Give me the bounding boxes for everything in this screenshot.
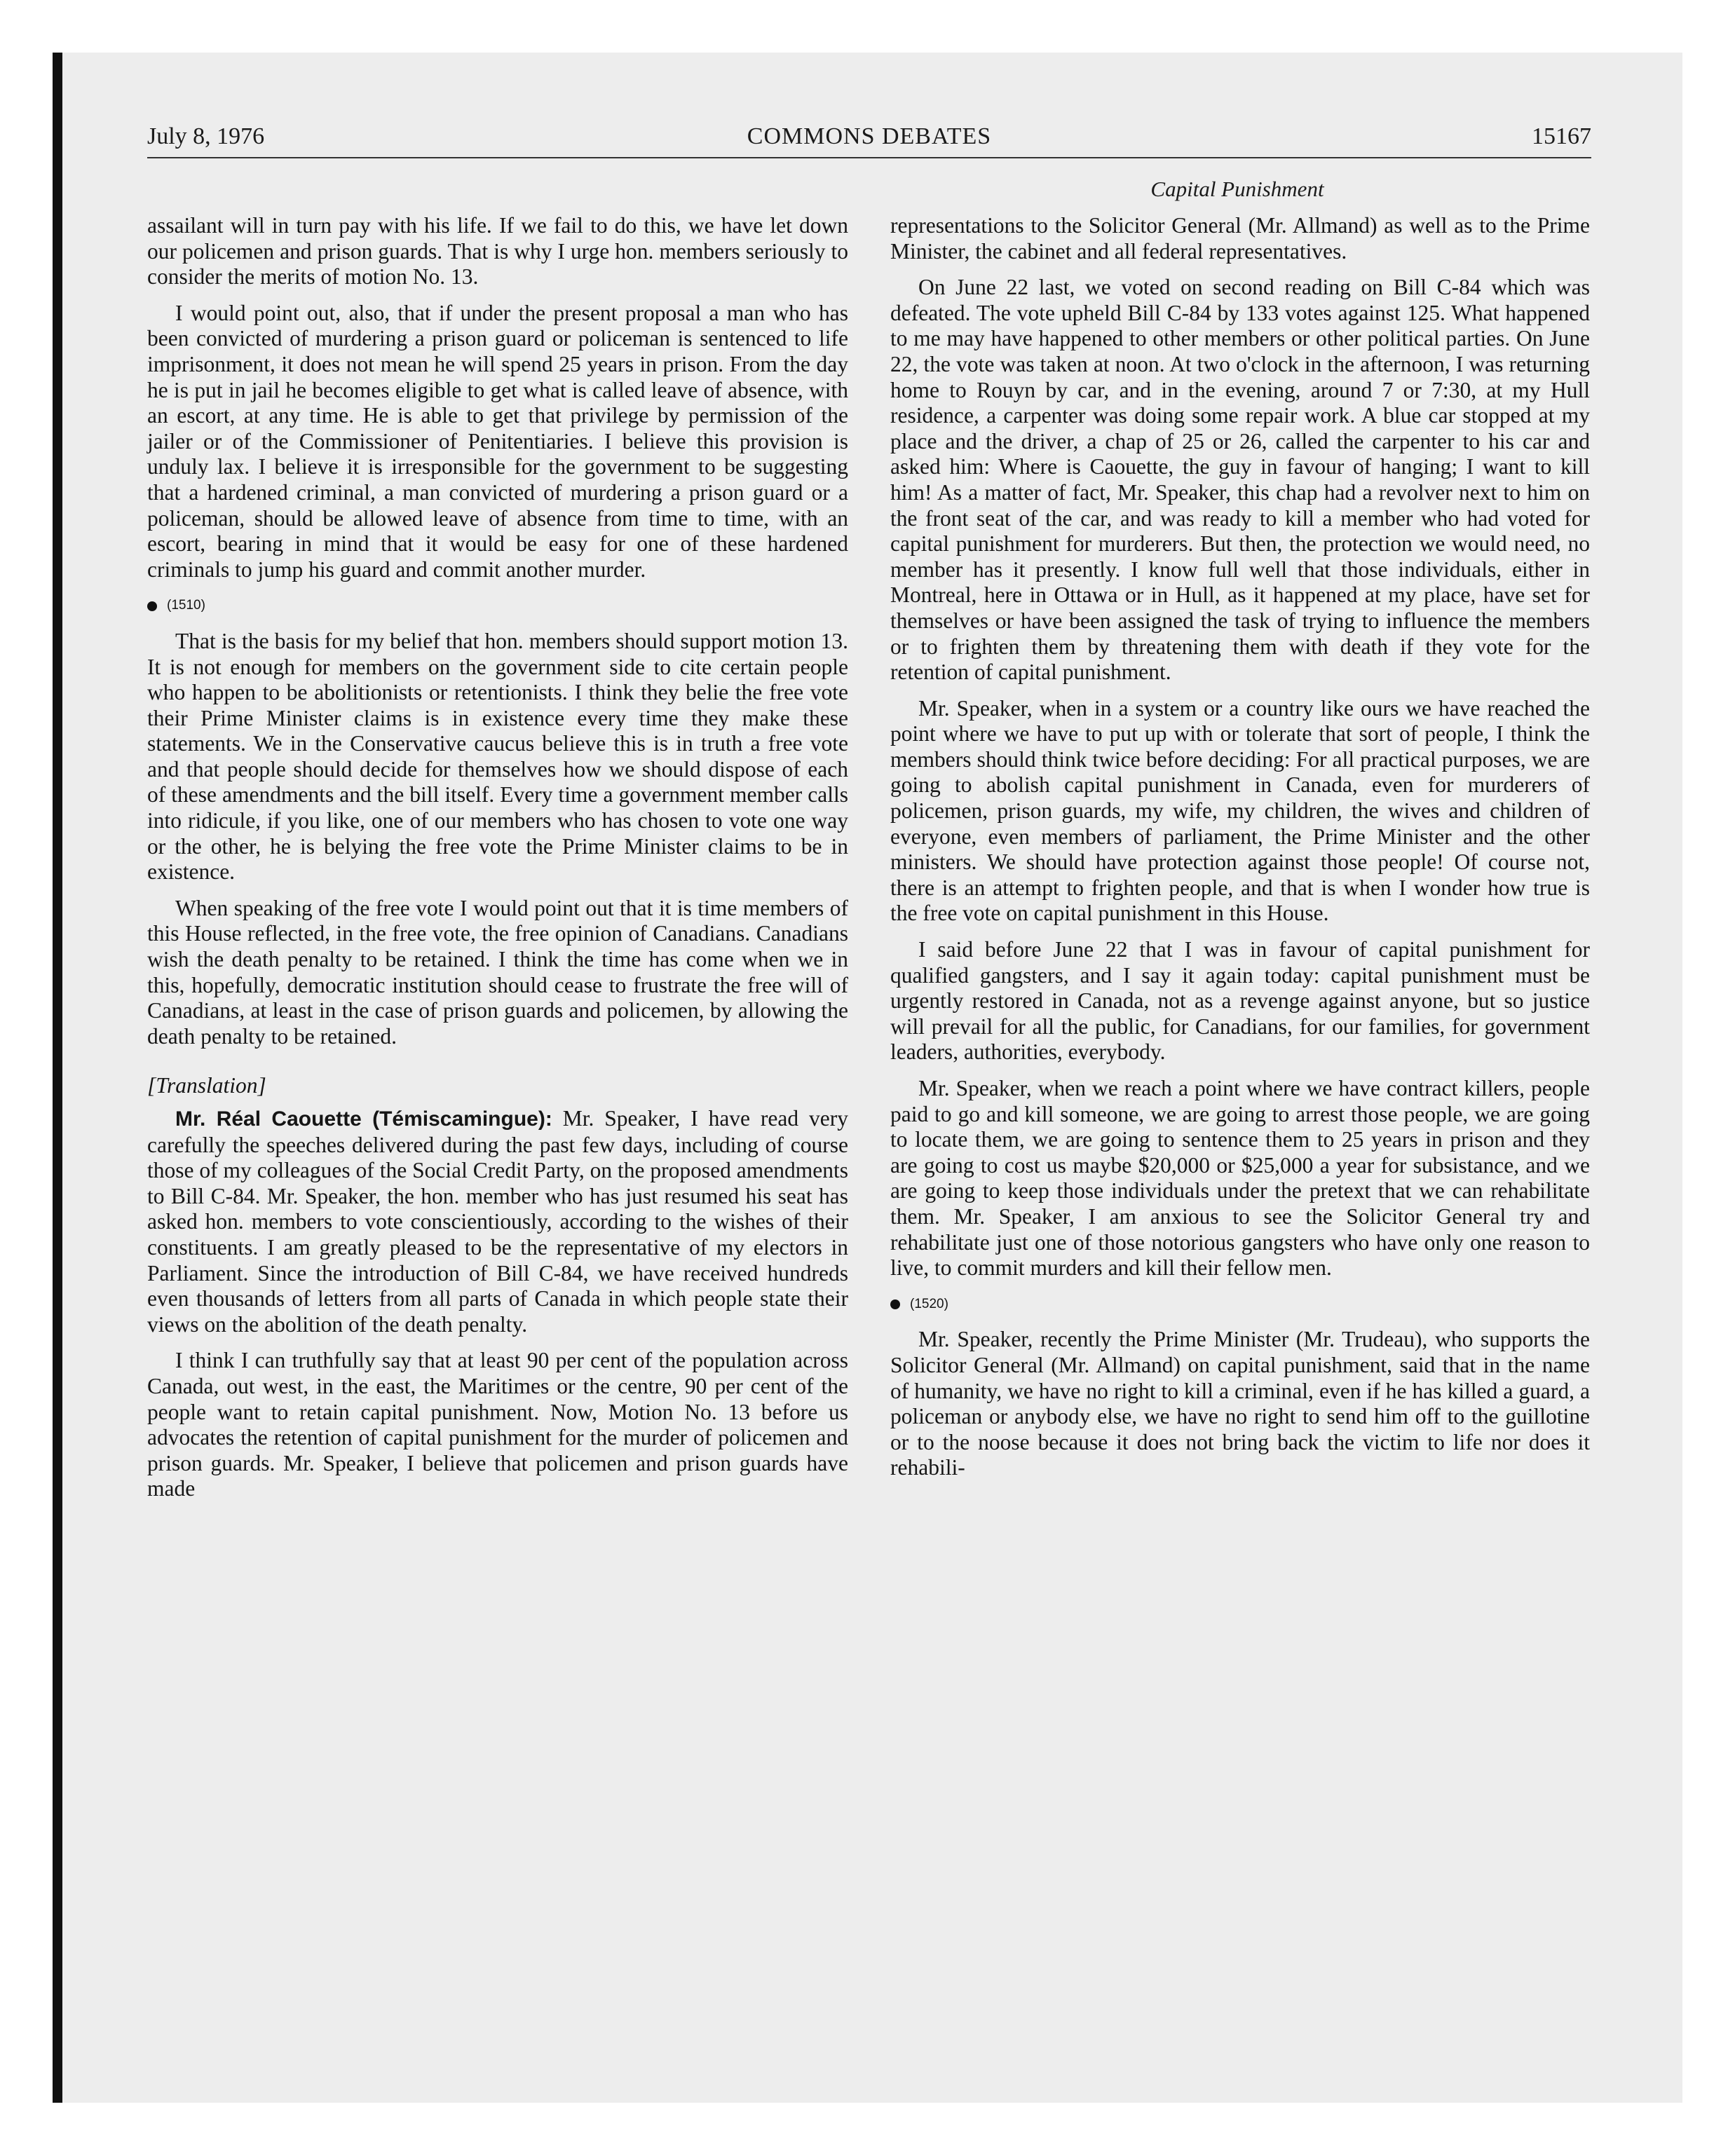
left-column — [147, 213, 848, 1513]
speaker-name: Mr. Réal Caouette (Témiscamingue): — [175, 1107, 552, 1131]
paragraph: When speaking of the free vote I would point out that it is time members of this House reflected, in the free vote, the free opinion of Canadians. Canadians wish the death penalty to be retained. I think the time has come when we in this, hopefully, democratic institution should cease to frustrate the free will of Canadians, at least in the case of prison guards and policemen, by allowing the death penalty to be retained. — [147, 895, 848, 1049]
time-marker-label: (1510) — [167, 598, 205, 613]
speech-text: Mr. Speaker, I have read very carefully the speeches delivered during the past few days, including of course those of my colleagues of the Social Credit Party, on the proposed amendments to Bill C-84. Mr. Speaker, the hon. member who has just resumed his seat has asked hon. members to vote conscientiously, according to the wishes of their constituents. I am greatly pleased to be the representative of my electors in Parliament. Since the introduction of Bill C-84, we have received hundreds even thousands of letters from all parts of Canada in which people state their views on the abolition of the death penalty. — [147, 1106, 848, 1337]
paragraph: representations to the Solicitor General (Mr. Allmand) as well as to the Prime Minister, the cabinet and all federal representatives. — [890, 213, 1590, 264]
time-marker — [890, 1292, 1590, 1318]
paragraph: Mr. Speaker, recently the Prime Minister (Mr. Trudeau), who supports the Solicitor General (Mr. Allmand) on capital punishment, said that in the name of humanity, we have no right to kill a criminal, even if he has killed a guard, a policeman or anybody else, we have no right to send him off to the guillotine or to the noose because it does not bring back the victim to life nor does it rehabili- — [890, 1327, 1590, 1480]
header-page-number: 15167 — [1532, 123, 1591, 149]
bullet-icon — [890, 1299, 900, 1309]
header-title: COMMONS DEBATES — [747, 123, 992, 149]
page-binding-edge — [53, 53, 62, 2103]
bullet-icon — [147, 601, 157, 611]
header-date: July 8, 1976 — [147, 123, 265, 149]
paragraph: I said before June 22 that I was in favour of capital punishment for qualified gangsters, and I say it again today: capital punishment must be urgently restored in Canada, not as a revenge against anyone, but so justice will prevail for all the public, for Canadians, for our families, for government leaders, authorities, everybody. — [890, 937, 1590, 1065]
translation-label: [Translation] — [147, 1073, 266, 1098]
paragraph: On June 22 last, we voted on second reading on Bill C-84 which was defeated. The vote upheld Bill C-84 by 133 votes against 125. What happened to me may have happened to other members or other political parties. On June 22, the vote was taken at noon. At two o'clock in the afternoon, I was returning home to Rouyn by car, and in the evening, around 7 or 7:30, at my Hull residence, a carpenter was doing some repair work. A blue car stopped at my place and the driver, a chap of 25 or 26, called the carpenter to his car and asked him: Where is Caouette, the guy in favour of hanging; I want to kill him! As a matter of fact, Mr. Speaker, this chap had a revolver next to him on the front seat of the car, and was ready to kill a member who had voted for capital punishment for murderers. But then, the protection we would need, no member has it presently. I know full well that those individuals, either in Montreal, here in Ottawa or in Hull, as it happened at my place, have set for themselves or have been assigned the task of trying to influence the members or to frighten them by threatening them with death if they vote for the retention of capital punishment. — [890, 275, 1590, 685]
paragraph: Mr. Speaker, when we reach a point where we have contract killers, people paid to go and kill someone, we are going to arrest those people, we are going to locate them, we are going to sentence them to 25 years in prison and they are going to cost us maybe $20,000 or $25,000 a year for subsistance, and we are going to keep those individuals under the pretext that we can rehabilitate them. Mr. Speaker, I am anxious to see the Solicitor General try and rehabilitate just one of those notorious gangsters who have only one reason to live, to commit murders and kill their fellow men. — [890, 1076, 1590, 1281]
time-marker — [147, 593, 848, 619]
section-title: Capital Punishment — [1150, 177, 1324, 201]
paragraph: That is the basis for my belief that hon. members should support motion 13. It is not enough for members on the government side to cite certain people who happen to be abolitionists or retentionists. I think they belie the free vote their Prime Minister claims is in existence every time they make these statements. We in the Conservative caucus believe this is in truth a free vote and that people should decide for themselves how we should dispose of each of these amendments and the bill itself. Every time a government member calls into ridicule, if you like, one of our members who has chosen to vote one way or the other, he is belying the free vote the Prime Minister claims to be in existence. — [147, 628, 848, 885]
paragraph: assailant will in turn pay with his life. If we fail to do this, we have let down our policemen and prison guards. That is why I urge hon. members seriously to consider the merits of motion No. 13. — [147, 213, 848, 289]
paragraph: Mr. Speaker, when in a system or a country like ours we have reached the point where we have to put up with or tolerate that sort of people, I think the members should think twice before deciding: For all practical purposes, we are going to abolish capital punishment in Canada, even for murderers of policemen, prison guards, my wife, my children, the wives and children of everyone, even members of parliament, the Prime Minister and the other ministers. We should have protection against those people! Of course not, there is an attempt to frighten people, and that is when I wonder how true is the free vote on capital punishment in this House. — [890, 695, 1590, 926]
page-header — [147, 121, 1591, 158]
time-marker-label: (1520) — [910, 1296, 948, 1311]
paragraph: I think I can truthfully say that at least 90 per cent of the population across Canada, out west, in the east, the Maritimes or the centre, 90 per cent of the people want to retain capital punishment. Now, Motion No. 13 before us advocates the retention of capital punishment for the murder of policemen and prison guards. Mr. Speaker, I believe that policemen and prison guards have made — [147, 1348, 848, 1501]
speaker-paragraph — [147, 1106, 848, 1337]
paragraph: I would point out, also, that if under the present proposal a man who has been convicted of murdering a prison guard or policeman is sentenced to life imprisonment, it does not mean he will spend 25 years in prison. From the day he is put in jail he becomes eligible to get what is called leave of absence, with an escort, at any time. He is able to get that privilege by permission of the jailer or of the Commissioner of Penitentiaries. I believe this provision is unduly lax. I believe it is irresponsible for the government to be suggesting that a hardened criminal, a man convicted of murdering a prison guard or a policeman, should be allowed leave of absence from time to time, with an escort, bearing in mind that it would be easy for one of these hardened criminals to jump his guard and commit another murder. — [147, 300, 848, 582]
right-column — [890, 213, 1590, 1492]
